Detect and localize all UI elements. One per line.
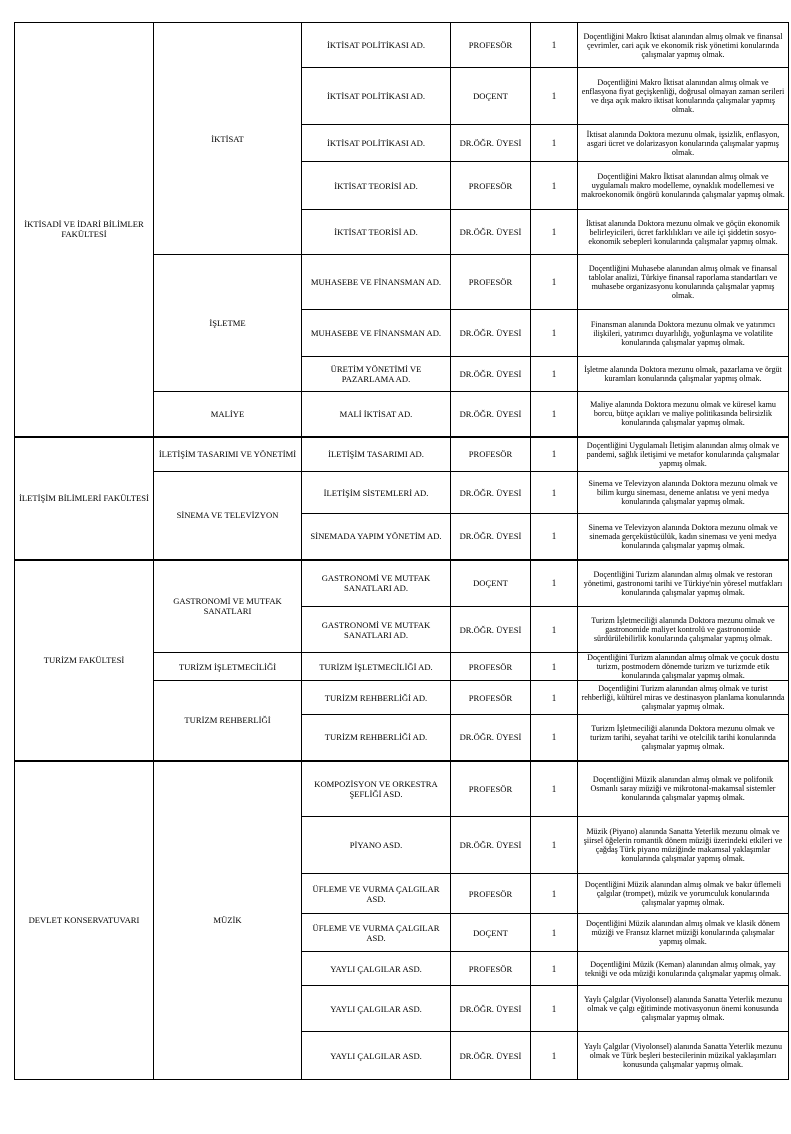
title-cell: DR.ÖĞR. ÜYESİ <box>451 715 531 761</box>
title-cell: DR.ÖĞR. ÜYESİ <box>451 986 531 1032</box>
title-cell: PROFESÖR <box>451 255 531 310</box>
requirements-cell: Doçentliğini Müzik alanından almış olmak ve polifonik Osmanlı saray müziği ve mikrotonal-makamsal sistemler konularında çalışmalar yapmış olmak. <box>578 761 789 817</box>
requirements-cell: Müzik (Piyano) alanında Sanatta Yeterlik mezunu olmak ve şiirsel öğelerin romantik dönem müziği üzerindeki etkileri ve çağdaş Türk piyano müziğinde makamsal yaklaşımlar konularında çalışmalar yapmış olmak. <box>578 817 789 874</box>
division-cell: GASTRONOMİ VE MUTFAK SANATLARI AD. <box>302 560 451 607</box>
division-cell: TURİZM İŞLETMECİLİĞİ AD. <box>302 653 451 681</box>
department-name-cell: İKTİSAT <box>154 23 302 255</box>
staff-position-document <box>14 22 788 1080</box>
title-cell: DR.ÖĞR. ÜYESİ <box>451 357 531 392</box>
division-cell: ÜRETİM YÖNETİMİ VE PAZARLAMA AD. <box>302 357 451 392</box>
title-cell: PROFESÖR <box>451 437 531 472</box>
division-cell: YAYLI ÇALGILAR ASD. <box>302 952 451 986</box>
count-cell: 1 <box>531 392 578 437</box>
title-cell: DR.ÖĞR. ÜYESİ <box>451 125 531 162</box>
division-cell: YAYLI ÇALGILAR ASD. <box>302 986 451 1032</box>
division-cell: MUHASEBE VE FİNANSMAN AD. <box>302 310 451 357</box>
table-row <box>15 761 789 817</box>
requirements-cell: İktisat alanında Doktora mezunu olmak, işsizlik, enflasyon, asgari ücret ve dolarizasyon konularında çalışmalar yapmış olmak. <box>578 125 789 162</box>
requirements-cell: Doçentliğini Muhasebe alanından almış olmak ve finansal tablolar analizi, Türkiye finansal raporlama standartları ve muhasebe organizasyonu konularında çalışmalar yapmış olmak. <box>578 255 789 310</box>
division-cell: YAYLI ÇALGILAR ASD. <box>302 1032 451 1080</box>
title-cell: DR.ÖĞR. ÜYESİ <box>451 607 531 653</box>
title-cell: DR.ÖĞR. ÜYESİ <box>451 472 531 514</box>
count-cell: 1 <box>531 560 578 607</box>
division-cell: MUHASEBE VE FİNANSMAN AD. <box>302 255 451 310</box>
title-cell: PROFESÖR <box>451 653 531 681</box>
count-cell: 1 <box>531 715 578 761</box>
positions-table-body <box>15 23 789 1080</box>
requirements-cell: Doçentliğini Makro İktisat alanından almış olmak ve finansal çevrimler, cari açık ve ekonomik risk yönetimi konularında çalışmalar yapmış olmak. <box>578 23 789 68</box>
requirements-cell: Doçentliğini Makro İktisat alanından almış olmak ve uygulamalı makro modelleme, oynaklık modellemesi ve makroekonomik öngörü konularında çalışmalar yapmış olmak. <box>578 162 789 210</box>
count-cell: 1 <box>531 607 578 653</box>
faculty-name-cell: İLETİŞİM BİLİMLERİ FAKÜLTESİ <box>15 437 154 560</box>
faculty-name-cell: İKTİSADİ VE İDARİ BİLİMLER FAKÜLTESİ <box>15 23 154 437</box>
title-cell: DOÇENT <box>451 914 531 952</box>
division-cell: GASTRONOMİ VE MUTFAK SANATLARI AD. <box>302 607 451 653</box>
positions-table <box>14 22 789 1080</box>
division-cell: TURİZM REHBERLİĞİ AD. <box>302 681 451 715</box>
division-cell: İKTİSAT POLİTİKASI AD. <box>302 68 451 125</box>
division-cell: KOMPOZİSYON VE ORKESTRA ŞEFLİĞİ ASD. <box>302 761 451 817</box>
count-cell: 1 <box>531 681 578 715</box>
count-cell: 1 <box>531 357 578 392</box>
requirements-cell: Doçentliğini Müzik (Keman) alanından almış olmak, yay tekniği ve oda müziği konularında çalışmalar yapmış olmak. <box>578 952 789 986</box>
department-name-cell: İŞLETME <box>154 255 302 392</box>
division-cell: İKTİSAT POLİTİKASI AD. <box>302 125 451 162</box>
title-cell: DR.ÖĞR. ÜYESİ <box>451 310 531 357</box>
count-cell: 1 <box>531 817 578 874</box>
division-cell: İKTİSAT TEORİSİ AD. <box>302 162 451 210</box>
title-cell: DR.ÖĞR. ÜYESİ <box>451 210 531 255</box>
requirements-cell: Yaylı Çalgılar (Viyolonsel) alanında Sanatta Yeterlik mezunu olmak ve Türk beşleri bestecilerinin müzikal yaklaşımları konusunda çalışmalar yapmış olmak. <box>578 1032 789 1080</box>
count-cell: 1 <box>531 255 578 310</box>
requirements-cell: Doçentliğini Makro İktisat alanından almış olmak ve enflasyona fiyat geçişkenliği, doğrusal olmayan zaman serileri ve dışa açık makro iktisat konularında çalışmalar yapmış olmak. <box>578 68 789 125</box>
title-cell: PROFESÖR <box>451 23 531 68</box>
count-cell: 1 <box>531 1032 578 1080</box>
department-name-cell: GASTRONOMİ VE MUTFAK SANATLARI <box>154 560 302 653</box>
requirements-cell: Doçentliğini Müzik alanından almış olmak ve klasik dönem müziği ve Fransız klarnet müziği konularında çalışmalar yapmış olmak. <box>578 914 789 952</box>
count-cell: 1 <box>531 761 578 817</box>
department-name-cell: SİNEMA VE TELEVİZYON <box>154 472 302 560</box>
requirements-cell: Doçentliğini Müzik alanından almış olmak ve bakır üflemeli çalgılar (trompet), müzik ve yorumculuk konularında çalışmalar yapmış olmak. <box>578 874 789 914</box>
division-cell: İLETİŞİM TASARIMI AD. <box>302 437 451 472</box>
division-cell: ÜFLEME VE VURMA ÇALGILAR ASD. <box>302 914 451 952</box>
count-cell: 1 <box>531 874 578 914</box>
count-cell: 1 <box>531 125 578 162</box>
title-cell: DR.ÖĞR. ÜYESİ <box>451 1032 531 1080</box>
count-cell: 1 <box>531 986 578 1032</box>
title-cell: PROFESÖR <box>451 681 531 715</box>
requirements-cell: Doçentliğini Turizm alanından almış olmak ve turist rehberliği, kültürel miras ve destinasyon planlama konularında çalışmalar yapmış olmak. <box>578 681 789 715</box>
count-cell: 1 <box>531 437 578 472</box>
title-cell: DOÇENT <box>451 560 531 607</box>
department-name-cell: MÜZİK <box>154 761 302 1080</box>
requirements-cell: Doçentliğini Turizm alanından almış olmak ve restoran yönetimi, gastronomi tarihi ve Türkiye'nin yöresel mutfakları konularında çalışmalar yapmış olmak. <box>578 560 789 607</box>
requirements-cell: Sinema ve Televizyon alanında Doktora mezunu olmak ve sinemada gerçeküstücülük, kadın sineması ve yeni medya konularında çalışmalar yapmış olmak. <box>578 514 789 560</box>
department-name-cell: TURİZM İŞLETMECİLİĞİ <box>154 653 302 681</box>
count-cell: 1 <box>531 952 578 986</box>
department-name-cell: TURİZM REHBERLİĞİ <box>154 681 302 761</box>
division-cell: İLETİŞİM SİSTEMLERİ AD. <box>302 472 451 514</box>
count-cell: 1 <box>531 514 578 560</box>
division-cell: MALİ İKTİSAT AD. <box>302 392 451 437</box>
title-cell: DR.ÖĞR. ÜYESİ <box>451 817 531 874</box>
requirements-cell: Doçentliğini Uygulamalı İletişim alanından almış olmak ve pandemi, sağlık iletişimi ve metafor konularında çalışmalar yapmış olmak. <box>578 437 789 472</box>
department-name-cell: İLETİŞİM TASARIMI VE YÖNETİMİ <box>154 437 302 472</box>
title-cell: PROFESÖR <box>451 874 531 914</box>
count-cell: 1 <box>531 162 578 210</box>
requirements-cell: Turizm İşletmeciliği alanında Doktora mezunu olmak ve turizm tarihi, seyahat tarihi ve otelcilik tarihi konularında çalışmalar yapmış olmak. <box>578 715 789 761</box>
requirements-cell: Sinema ve Televizyon alanında Doktora mezunu olmak ve bilim kurgu sineması, deneme anlatısı ve yeni medya konularında çalışmalar yapmış olmak. <box>578 472 789 514</box>
division-cell: TURİZM REHBERLİĞİ AD. <box>302 715 451 761</box>
requirements-cell: Finansman alanında Doktora mezunu olmak ve yatırımcı ilişkileri, yatırımcı duyarlılığı, yoğunlaşma ve volatilite konularında çalışmalar yapmış olmak. <box>578 310 789 357</box>
faculty-name-cell: DEVLET KONSERVATUVARI <box>15 761 154 1080</box>
title-cell: PROFESÖR <box>451 162 531 210</box>
count-cell: 1 <box>531 310 578 357</box>
department-name-cell: MALİYE <box>154 392 302 437</box>
requirements-cell: İktisat alanında Doktora mezunu olmak ve göçün ekonomik belirleyicileri, ücret farklılıkları ve aile içi şiddetin sosyo-ekonomik sebepleri konularında çalışmalar yapmış olmak. <box>578 210 789 255</box>
count-cell: 1 <box>531 914 578 952</box>
requirements-cell: Doçentliğini Turizm alanından almış olmak ve çocuk dostu turizm, postmodern dönemde turizm ve turizmde etik konularında çalışmalar yapmış olmak. <box>578 653 789 681</box>
count-cell: 1 <box>531 210 578 255</box>
title-cell: PROFESÖR <box>451 761 531 817</box>
table-row <box>15 437 789 472</box>
division-cell: PİYANO ASD. <box>302 817 451 874</box>
division-cell: İKTİSAT TEORİSİ AD. <box>302 210 451 255</box>
count-cell: 1 <box>531 68 578 125</box>
division-cell: ÜFLEME VE VURMA ÇALGILAR ASD. <box>302 874 451 914</box>
requirements-cell: İşletme alanında Doktora mezunu olmak, pazarlama ve örgüt kuramları konularında çalışmalar yapmış olmak. <box>578 357 789 392</box>
title-cell: DOÇENT <box>451 68 531 125</box>
requirements-cell: Maliye alanında Doktora mezunu olmak ve küresel kamu borcu, bütçe açıkları ve maliye politikasında belirsizlik konularında çalışmalar yapmış olmak. <box>578 392 789 437</box>
count-cell: 1 <box>531 472 578 514</box>
table-row <box>15 560 789 607</box>
title-cell: PROFESÖR <box>451 952 531 986</box>
count-cell: 1 <box>531 23 578 68</box>
division-cell: SİNEMADA YAPIM YÖNETİM AD. <box>302 514 451 560</box>
requirements-cell: Turizm İşletmeciliği alanında Doktora mezunu olmak ve gastronomide maliyet kontrolü ve gastronomide sürdürülebilirlik konularında çalışmalar yapmış olmak. <box>578 607 789 653</box>
faculty-name-cell: TURİZM FAKÜLTESİ <box>15 560 154 761</box>
table-row <box>15 23 789 68</box>
title-cell: DR.ÖĞR. ÜYESİ <box>451 514 531 560</box>
division-cell: İKTİSAT POLİTİKASI AD. <box>302 23 451 68</box>
count-cell: 1 <box>531 653 578 681</box>
requirements-cell: Yaylı Çalgılar (Viyolonsel) alanında Sanatta Yeterlik mezunu olmak ve çalgı eğitiminde motivasyonun önemi konusunda çalışmalar yapmış olmak. <box>578 986 789 1032</box>
title-cell: DR.ÖĞR. ÜYESİ <box>451 392 531 437</box>
